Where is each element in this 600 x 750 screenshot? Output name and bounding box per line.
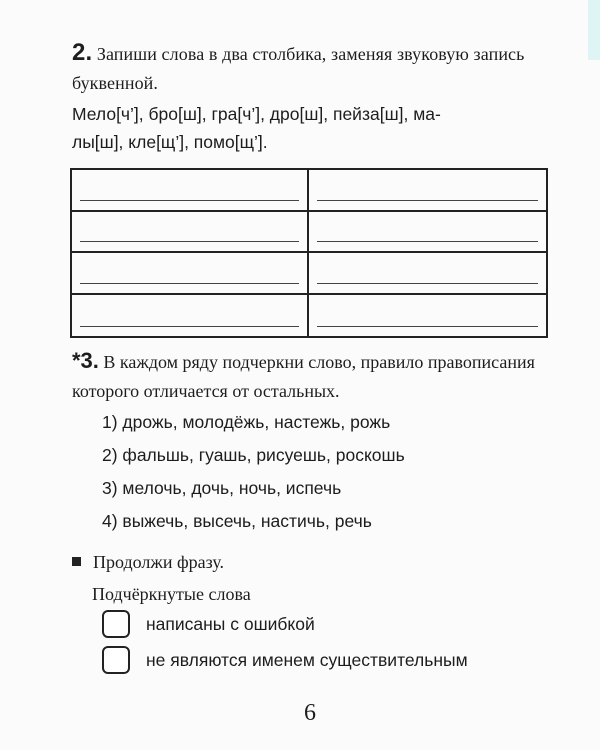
page-edge-tint [588,0,600,60]
answer-cell[interactable] [72,170,309,212]
word-row[interactable]: 3) мелочь, дочь, ночь, испечь [102,478,342,498]
answer-cell[interactable] [72,212,309,254]
task-heading [72,548,224,576]
answer-cell[interactable] [72,253,309,295]
word-row[interactable]: 1) дрожь, молодёжь, настежь, рожь [102,412,391,432]
answer-line[interactable] [317,283,538,284]
answer-line[interactable] [317,200,538,201]
answer-cell[interactable] [309,253,546,295]
task-title: Продолжи фразу. [93,552,225,572]
answer-line[interactable] [80,326,299,327]
answer-cell[interactable] [309,170,546,212]
exercise-2-number: 2. [72,39,93,66]
checkbox[interactable] [102,610,130,638]
word-row[interactable]: 2) фальшь, гуашь, рисуешь, роскошь [102,445,405,465]
exercise-2-words-line-2: лы[ш], кле[щ’], помо[щ’]. [72,132,268,152]
choice-option[interactable] [102,610,315,638]
exercise-3-instruction [72,346,552,406]
answer-line[interactable] [80,283,299,284]
exercise-3-rows [102,408,405,540]
task-lead: Подчёркнутые слова [92,584,251,604]
exercise-3-text: В каждом ряду подчеркни слово, правило правописания которого отличается от остальных. [72,352,535,401]
word-row[interactable]: 4) выжечь, высечь, настичь, речь [102,511,372,531]
choice-label: не являются именем существительным [146,649,468,670]
answer-cell[interactable] [309,212,546,254]
answer-table [70,168,548,338]
answer-line[interactable] [317,241,538,242]
answer-cell[interactable] [72,295,309,337]
exercise-2-words-line-1: Мело[ч’], бро[ш], гра[ч’], дро[ш], пейза[ш], ма- [72,104,441,124]
choice-label: написаны с ошибкой [146,613,315,634]
answer-line[interactable] [80,241,299,242]
answer-cell[interactable] [309,295,546,337]
exercise-2-words [72,100,552,156]
answer-line[interactable] [80,200,299,201]
exercise-2-instruction [72,38,552,98]
page-number: 6 [304,700,316,726]
exercise-3-number: *3. [72,348,99,373]
checkbox[interactable] [102,646,130,674]
choice-option[interactable] [102,646,468,674]
exercise-2-text: Запиши слова в два столбика, заменяя звуковую запись буквенной. [72,44,525,93]
square-bullet-icon [72,557,81,566]
answer-line[interactable] [317,326,538,327]
